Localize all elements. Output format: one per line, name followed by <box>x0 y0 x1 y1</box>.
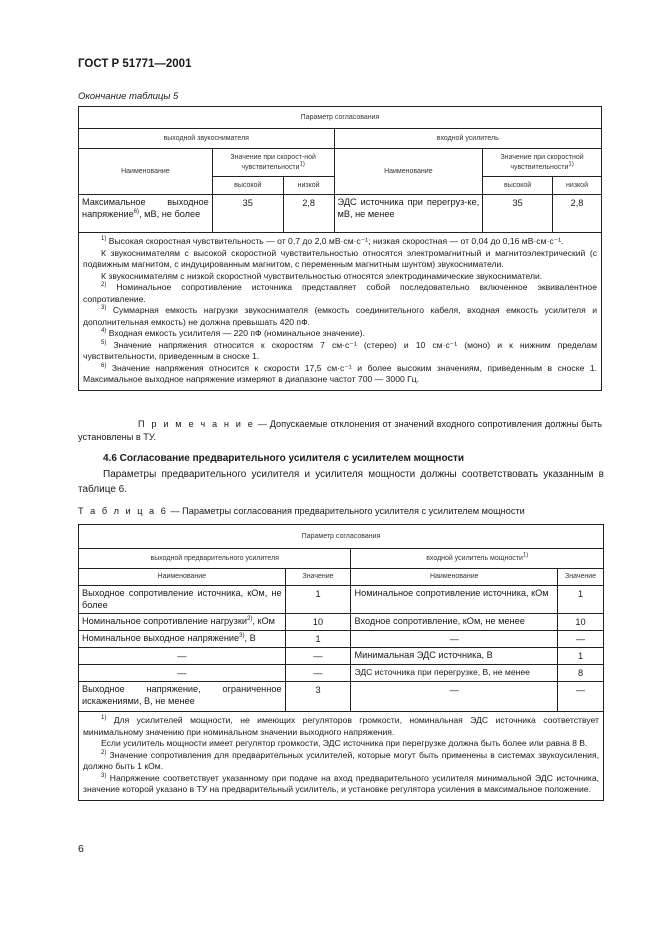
row-name-right: ЭДС источника при перегруз-ке, мВ, не менее <box>334 195 483 233</box>
value-col-header: Значение <box>558 569 604 586</box>
name-col-header: Наименование <box>334 149 483 195</box>
low-col-header: низкой <box>553 177 602 195</box>
param-header: Параметр согласования <box>79 107 602 129</box>
footnote: К звукоснимателям с высокой скоростной чувствительностью относятся электромагнитный и магнитоэлектрический (с подвижным магнитом, с индуцированным магнитом, с переменным магнитным шунтом) звукосниматели. <box>83 247 597 269</box>
value-group-header-left: Значение при скорост-ной чувствительности$^{1)}$ <box>212 149 334 177</box>
name-col-header: Наименование <box>351 569 558 586</box>
cell-value: 2,8 <box>283 195 334 233</box>
name-col-header: Наименование <box>79 149 213 195</box>
left-group-header: выходной звукоснимателя <box>79 129 335 149</box>
right-group-header: входной усилитель <box>334 129 601 149</box>
footnote: $^{4)}$ Входная емкость усилителя — 220 пФ (номинальное значение). <box>101 328 365 338</box>
cell-value: 35 <box>483 195 553 233</box>
name-col-header: Наименование <box>79 569 286 586</box>
table6-caption: Т а б л и ц а 6 — Параметры согласования предварительного усилителя с усилителем мощности <box>78 506 525 516</box>
table-row: Номинальное сопротивление нагрузки$^{2)}$, кОм 10 Входное сопротивление, кОм, не менее 10 <box>79 614 604 631</box>
footnote: Если усилитель мощности имеет регулятор громкости, ЭДС источника при перегрузке должна быть более или равна 8 В. <box>101 738 588 748</box>
right-group-header: входной усилитель мощности$^{1)}$ <box>351 549 604 569</box>
table-row: Номинальное выходное напряжение$^{3)}$, В 1 — — <box>79 631 604 648</box>
table5-caption: Окончание таблицы 5 <box>78 91 179 102</box>
footnote: $^{1)}$ Высокая скоростная чувствительность — от 0,7 до 2,0 мВ·см·с⁻¹; низкая скоростная — от 0,04 до 0,16 мВ·см·с⁻¹. <box>101 236 564 246</box>
table6-footnotes <box>79 712 604 801</box>
value-col-header: Значение <box>285 569 351 586</box>
note-label: П р и м е ч а н и е <box>138 419 255 429</box>
footnote: К звукоснимателям с низкой скоростной чувствительностью относятся электродинамические звукосниматели. <box>101 270 543 281</box>
high-col-header: высокой <box>212 177 283 195</box>
footnote: $^{3)}$ Суммарная емкость нагрузки звукоснимателя (емкость соединительного кабеля, входная емкость усилителя и дополнительная емкость) не должна превышать 420 пФ. <box>83 305 597 327</box>
cell-value: 2,8 <box>553 195 602 233</box>
row-name-left: Максимальное выходное напряжение$^{6)}$, мВ, не более <box>79 195 213 233</box>
table-row: Выходное сопротивление источника, кОм, не более 1 Номинальное сопротивление источника, кОм 1 <box>79 586 604 614</box>
table-row: — — ЭДС источника при перегрузке, В, не менее 8 <box>79 665 604 682</box>
footnote: $^{1)}$ Для усилителей мощности, не имеющих регуляторов громкости, номинальная ЭДС источника соответствует минимальному значению при номинальном значении выходного напряжения. <box>83 715 599 737</box>
table-row: — — Минимальная ЭДС источника, В 1 <box>79 648 604 665</box>
footnote: $^{3)}$ Напряжение соответствует указанному при подаче на вход предварительного усилителя минимальной ЭДС источника, значение которой указано в ТУ на предварительный усилитель, и установке регулятора усиления в максимальное положение. <box>83 772 599 794</box>
table-row: Выходное напряжение, ограниченное искажениями, В, не менее 3 — — <box>79 682 604 712</box>
page-number: 6 <box>78 843 84 855</box>
section-title: 4.6 Согласование предварительного усилителя с усилителем мощности <box>103 453 465 464</box>
cell-value: 35 <box>212 195 283 233</box>
footnote: $^{2)}$ Значение сопротивления для предварительных усилителей, которые могут быть применены в системах звукоусиления, должно быть 1 кОм. <box>83 749 599 771</box>
left-group-header: выходной предварительного усилителя <box>79 549 351 569</box>
high-col-header: высокой <box>483 177 553 195</box>
note-block <box>78 418 602 443</box>
table5-footnotes <box>79 233 602 391</box>
footnote: $^{6)}$ Значение напряжения относится к скорости 17,5 см·с⁻¹ и более высоким значениям, приведенным в сноске 1. Максимальное выходное напряжение измеряют в диапазоне частот 700 — 3000 Гц. <box>83 362 597 384</box>
footnote: $^{2)}$ Номинальное сопротивление источника представляет собой последовательно включенное эквивалентное сопротивление. <box>83 282 597 304</box>
table-6 <box>78 524 604 801</box>
value-group-header-right: Значение при скоростной чувствительности$^{1)}$ <box>483 149 602 177</box>
low-col-header: низкой <box>283 177 334 195</box>
table-5 <box>78 106 602 391</box>
param-header: Параметр согласования <box>79 525 604 549</box>
footnote: $^{5)}$ Значение напряжения относится к скоростям 7 см·с⁻¹ (стерео) и 10 см·с⁻¹ (моно) и к нижним пределам чувствительности, приведенным в сноске 1. <box>83 339 597 361</box>
note-text: — Допускаемые отклонения от значений входного сопротивления должны быть установлены в ТУ. <box>78 419 602 442</box>
document-header: ГОСТ Р 51771—2001 <box>78 58 192 70</box>
section-paragraph: Параметры предварительного усилителя и усилителя мощности должны соответствовать указанным в таблице 6. <box>78 469 604 495</box>
